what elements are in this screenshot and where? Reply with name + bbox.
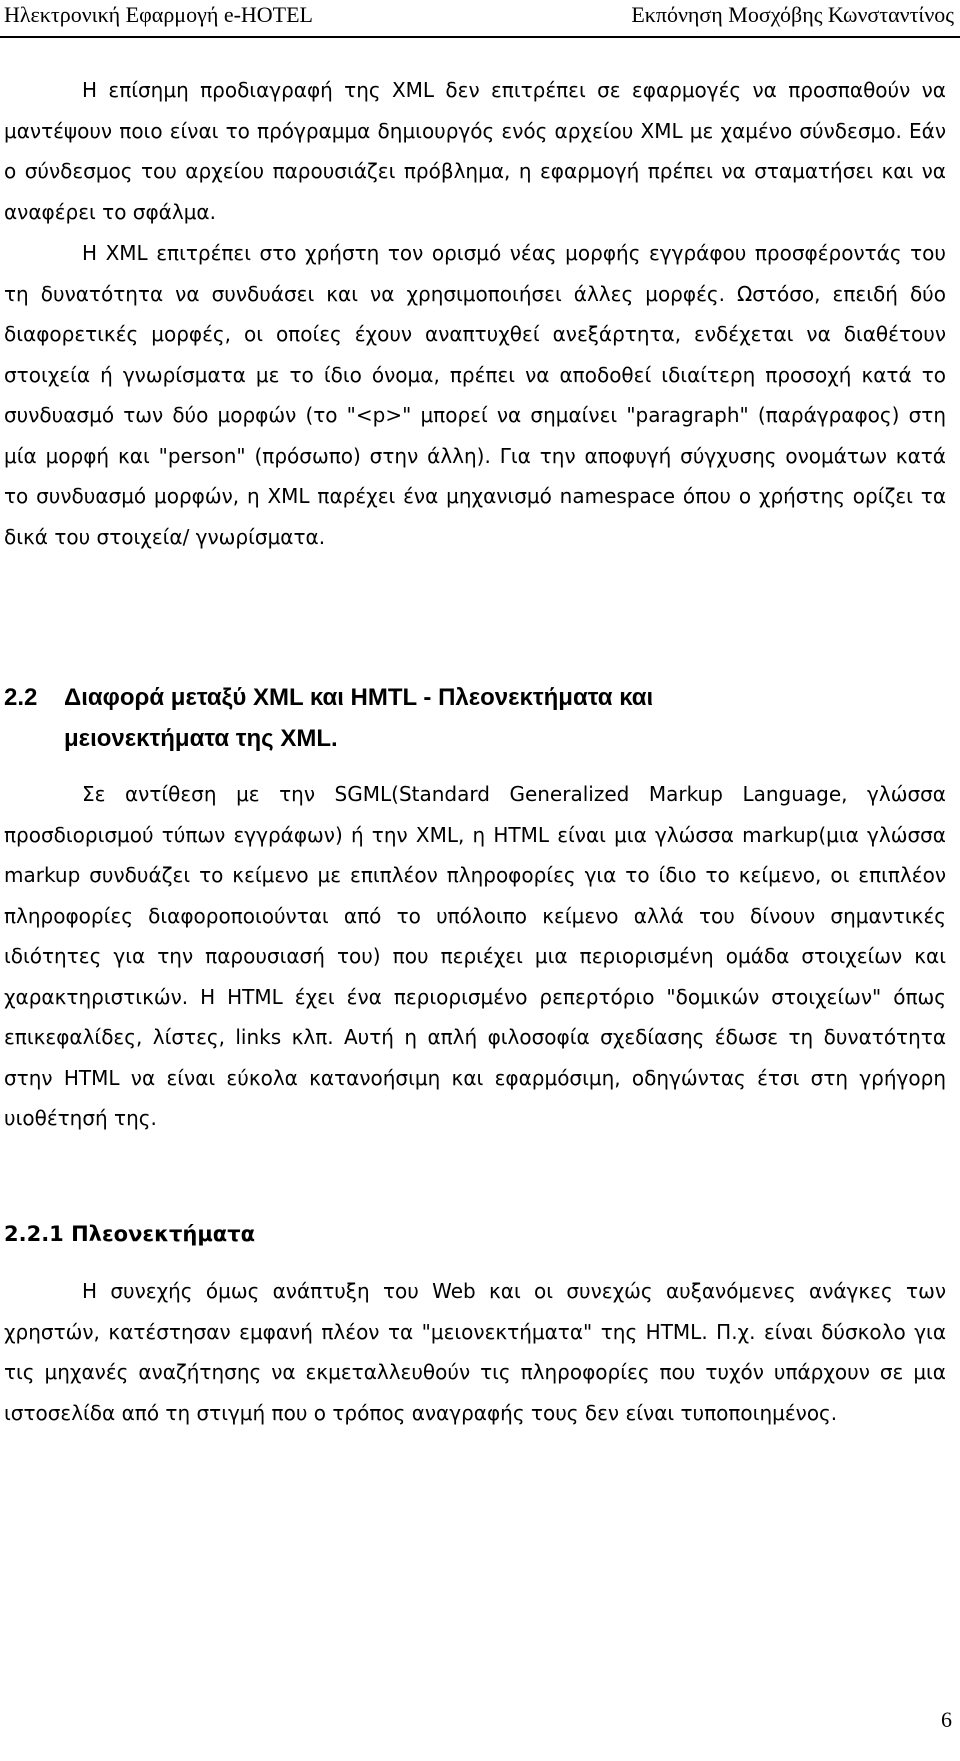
- section-heading-2-2: [4, 677, 946, 759]
- section-title-line1: Διαφορά μεταξύ XML και HMTL - Πλεονεκτήματα και: [64, 684, 654, 711]
- header-left-title: Ηλεκτρονική Εφαρμογή e-HOTEL: [4, 2, 313, 27]
- paragraph-namespace: Η XML επιτρέπει στο χρήστη τον ορισμό νέας μορφής εγγράφου προσφέροντάς του τη δυνατότητα να συνδυάσει και να χρησιμοποιήσει άλλες μορφές. Ωστόσο, επειδή δύο διαφορετικές μορφές, οι οποίες έχουν αναπτυχθεί ανεξάρτητα, ενδέχεται να διαθέτουν στοιχεία ή γνωρίσματα με το ίδιο όνομα, πρέπει να αποδοθεί ιδιαίτερη προσοχή κατά το συνδυασμό των δύο μορφών (το "<p>" μπορεί να σημαίνει "paragraph" (παράγραφος) στη μία μορφή και "person" (πρόσωπο) στην άλλη). Για την αποφυγή σύγχυσης ονομάτων κατά το συνδυασμό μορφών, η XML παρέχει ένα μηχανισμό namespace όπου ο χρήστης ορίζει τα δικά του στοιχεία/ γνωρίσματα.: [4, 241, 946, 549]
- section-title-line2: μειονεκτήματα της XML.: [64, 725, 338, 752]
- header-rule: [0, 36, 960, 38]
- page-number: 6: [941, 1707, 952, 1732]
- paragraph-html-drawbacks: Η συνεχής όμως ανάπτυξη του Web και οι συνεχώς αυξανόμενες ανάγκες των χρηστών, κατέστησαν εμφανή πλέον τα "μειονεκτήματα" της HTML. Π.χ. είναι δύσκολο για τις μηχανές αναζήτησης να εκμεταλλευθούν τις πληροφορίες που τυχόν υπάρχουν σε μια ιστοσελίδα από τη στιγμή που ο τρόπος αναγραφής τους δεν είναι τυποποιημένος.: [4, 1279, 946, 1425]
- header-right-author: Εκπόνηση Μοσχόβης Κωνσταντίνος: [631, 2, 954, 27]
- section-number: 2.2: [4, 684, 38, 711]
- section-heading-2-2-1: 2.2.1 Πλεονεκτήματα: [4, 1222, 256, 1246]
- page-header: [0, 0, 960, 40]
- paragraph-html-vs-sgml: Σε αντίθεση με την SGML(Standard Generalized Markup Language, γλώσσα προσδιορισμού τύπων εγγράφων) ή την XML, η HTML είναι μια γλώσσα markup(μια γλώσσα markup συνδυάζει το κείμενο με επιπλέον πληροφορίες για το ίδιο το κείμενο, οι επιπλέον πληροφορίες διαφοροποιούνται από το υπόλοιπο κείμενο αλλά του δίνουν σημαντικές ιδιότητες για την παρουσιασή του) που περιέχει μια περιορισμένη ομάδα στοιχείων και χαρακτηριστικών. Η HTML έχει ένα περιορισμένο ρεπερτόριο "δομικών στοιχείων" όπως επικεφαλίδες, λίστες, links κλπ. Αυτή η απλή φιλοσοφία σχεδίασης έδωσε τη δυνατότητα στην HTML να είναι εύκολα κατανοήσιμη και εφαρμόσιμη, οδηγώντας έτσι στη γρήγορη υιοθέτησή της.: [4, 782, 946, 1130]
- paragraph-link-error: Η επίσημη προδιαγραφή της XML δεν επιτρέπει σε εφαρμογές να προσπαθούν να μαντέψουν ποιο είναι το πρόγραμμα δημιουργός ενός αρχείου XML με χαμένο σύνδεσμο. Εάν ο σύνδεσμος του αρχείου παρουσιάζει πρόβλημα, η εφαρμογή πρέπει να σταματήσει και να αναφέρει το σφάλμα.: [4, 78, 946, 224]
